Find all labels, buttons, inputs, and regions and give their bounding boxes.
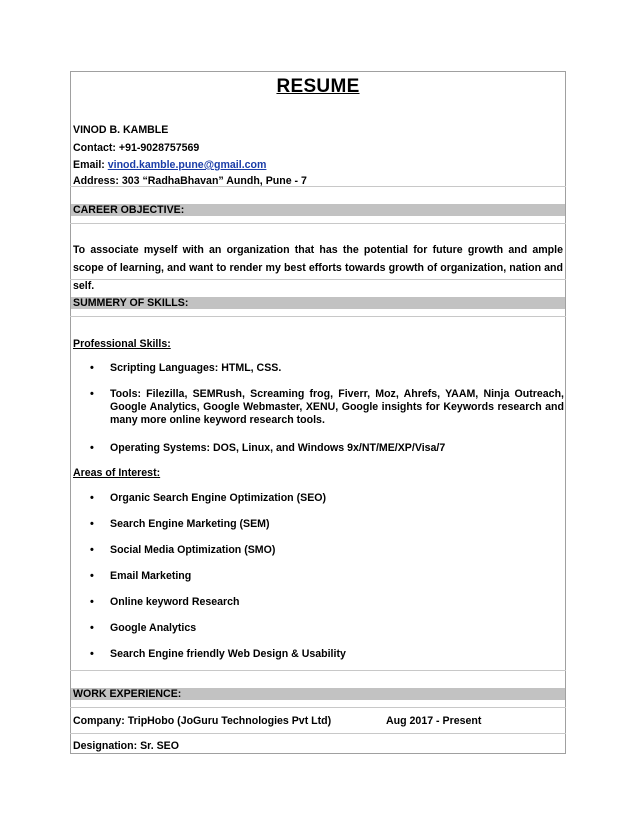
bullet-icon: •: [90, 544, 94, 556]
list-item: Google Analytics: [110, 622, 197, 634]
divider: [70, 316, 566, 317]
bullet-icon: •: [90, 362, 94, 374]
list-item: Scripting Languages: HTML, CSS.: [110, 362, 282, 374]
divider: [70, 223, 566, 224]
divider: [70, 733, 566, 734]
email-label: Email:: [73, 159, 108, 171]
bullet-icon: •: [90, 622, 94, 634]
divider: [70, 279, 566, 280]
career-objective-text: To associate myself with an organization that has the potential for future growth and ample scope of learning, and want to render my best efforts towards growth of organization, nation and self.: [73, 244, 563, 292]
designation-line: Designation: Sr. SEO: [73, 740, 179, 752]
email-line: [73, 159, 266, 172]
skills-heading: SUMMERY OF SKILLS:: [71, 297, 565, 309]
page-title: RESUME: [276, 76, 360, 97]
bullet-icon: •: [90, 570, 94, 582]
divider: [70, 186, 566, 187]
work-experience-heading: WORK EXPERIENCE:: [71, 688, 565, 700]
bullet-icon: •: [90, 492, 94, 504]
list-item: Tools: Filezilla, SEMRush, Screaming frog, Fiverr, Moz, Ahrefs, YAAM, Ninja Outreach, Google Analytics, Google Webmaster, XENU, Google insights for Keywords research and many more online keyword research tools.: [110, 388, 564, 426]
company-line: Company: TripHobo (JoGuru Technologies Pvt Ltd): [73, 715, 332, 727]
list-item: Email Marketing: [110, 570, 192, 582]
candidate-name: VINOD B. KAMBLE: [73, 124, 169, 136]
email-link[interactable]: vinod.kamble.pune@gmail.com: [107, 159, 267, 171]
list-item: Social Media Optimization (SMO): [110, 544, 276, 556]
bullet-icon: •: [90, 518, 94, 530]
list-item: Search Engine Marketing (SEM): [110, 518, 270, 530]
areas-of-interest-heading: Areas of Interest:: [73, 467, 161, 479]
employment-period: Aug 2017 - Present: [386, 715, 482, 727]
divider: [70, 707, 566, 708]
list-item: Search Engine friendly Web Design & Usability: [110, 648, 346, 660]
list-item: Online keyword Research: [110, 596, 240, 608]
divider: [70, 670, 566, 671]
address-line: Address: 303 “RadhaBhavan” Aundh, Pune - 7: [73, 175, 307, 187]
bullet-icon: •: [90, 388, 94, 400]
list-item: Operating Systems: DOS, Linux, and Windows 9x/NT/ME/XP/Visa/7: [110, 442, 446, 454]
career-objective-heading: CAREER OBJECTIVE:: [71, 204, 565, 216]
professional-skills-heading: Professional Skills:: [73, 338, 171, 350]
bullet-icon: •: [90, 596, 94, 608]
bullet-icon: •: [90, 648, 94, 660]
contact-line: Contact: +91-9028757569: [73, 142, 200, 154]
list-item: Organic Search Engine Optimization (SEO): [110, 492, 327, 504]
bullet-icon: •: [90, 442, 94, 454]
